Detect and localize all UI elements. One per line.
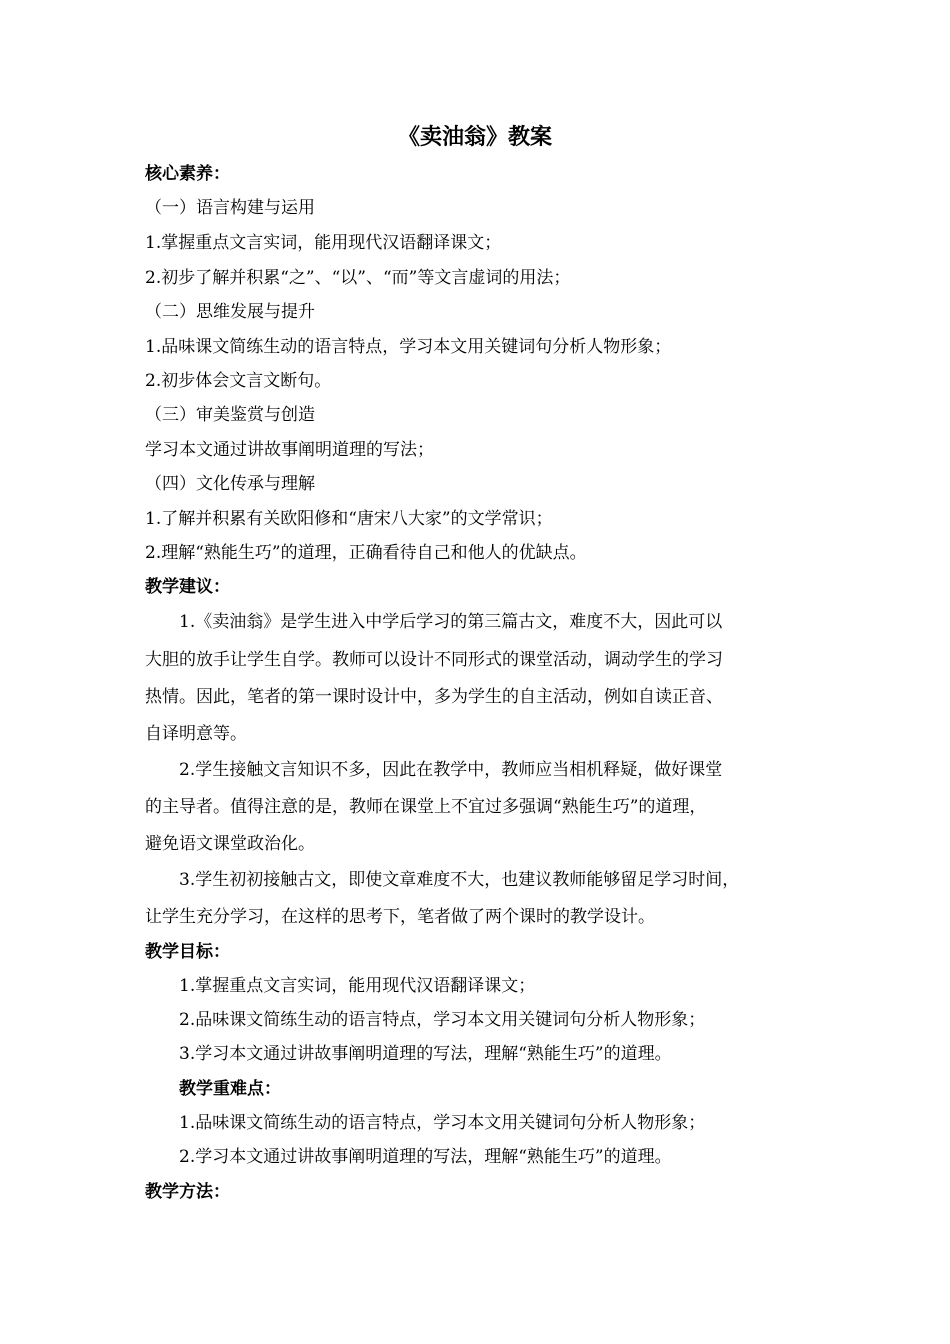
section-heading-4: （四）文化传承与理解 (145, 474, 315, 494)
list-item: 3.学习本文通过讲故事阐明道理的写法，理解“熟能生巧”的道理。 (179, 1044, 672, 1064)
list-item: 1.掌握重点文言实词，能用现代汉语翻译课文； (179, 976, 536, 996)
paragraph-line: 大胆的放手让学生自学。教师可以设计不同形式的课堂活动，调动学生的学习 (145, 650, 723, 670)
section-heading-1: （一）语言构建与运用 (145, 198, 315, 218)
list-item: 1.品味课文简练生动的语言特点，学习本文用关键词句分析人物形象； (145, 337, 672, 357)
paragraph-line: 让学生充分学习，在这样的思考下，笔者做了两个课时的教学设计。 (145, 907, 655, 927)
list-item: 2.学习本文通过讲故事阐明道理的写法，理解“熟能生巧”的道理。 (179, 1147, 672, 1167)
paragraph-line: 的主导者。值得注意的是，教师在课堂上不宜过多强调“熟能生巧”的道理， (145, 797, 707, 817)
paragraph-line: 避免语文课堂政治化。 (145, 834, 315, 854)
section-heading-2: （二）思维发展与提升 (145, 302, 315, 322)
list-item: 1.了解并积累有关欧阳修和“唐宋八大家”的文学常识； (145, 509, 553, 529)
core-heading: 核心素养： (145, 164, 230, 184)
list-item: 2.理解“熟能生巧”的道理，正确看待自己和他人的优缺点。 (145, 543, 587, 563)
advice-heading: 教学建议： (145, 577, 230, 597)
section-heading-3: （三）审美鉴赏与创造 (145, 405, 315, 425)
list-item: 1.品味课文简练生动的语言特点，学习本文用关键词句分析人物形象； (179, 1113, 706, 1133)
list-item: 2.初步体会文言文断句。 (145, 371, 332, 391)
paragraph-line: 热情。因此，笔者的第一课时设计中，多为学生的自主活动，例如自读正音、 (145, 687, 723, 707)
list-item: 2.品味课文简练生动的语言特点，学习本文用关键词句分析人物形象； (179, 1010, 706, 1030)
paragraph-line: 自译明意等。 (145, 724, 247, 744)
method-heading: 教学方法： (145, 1182, 230, 1202)
paragraph-line: 3.学生初初接触古文，即使文章难度不大，也建议教师能够留足学习时间， (179, 870, 740, 890)
list-item: 学习本文通过讲故事阐明道理的写法； (145, 440, 434, 460)
list-item: 2.初步了解并积累“之”、“以”、“而”等文言虚词的用法； (145, 268, 571, 288)
paragraph-line: 2.学生接触文言知识不多，因此在教学中，教师应当相机释疑，做好课堂 (179, 760, 723, 780)
page-title: 《卖油翁》教案 (397, 124, 552, 150)
paragraph-line: 1.《卖油翁》是学生进入中学后学习的第三篇古文，难度不大，因此可以 (179, 612, 723, 632)
goals-heading: 教学目标： (145, 942, 230, 962)
key-points-heading: 教学重难点： (179, 1079, 281, 1099)
list-item: 1.掌握重点文言实词，能用现代汉语翻译课文； (145, 233, 502, 253)
